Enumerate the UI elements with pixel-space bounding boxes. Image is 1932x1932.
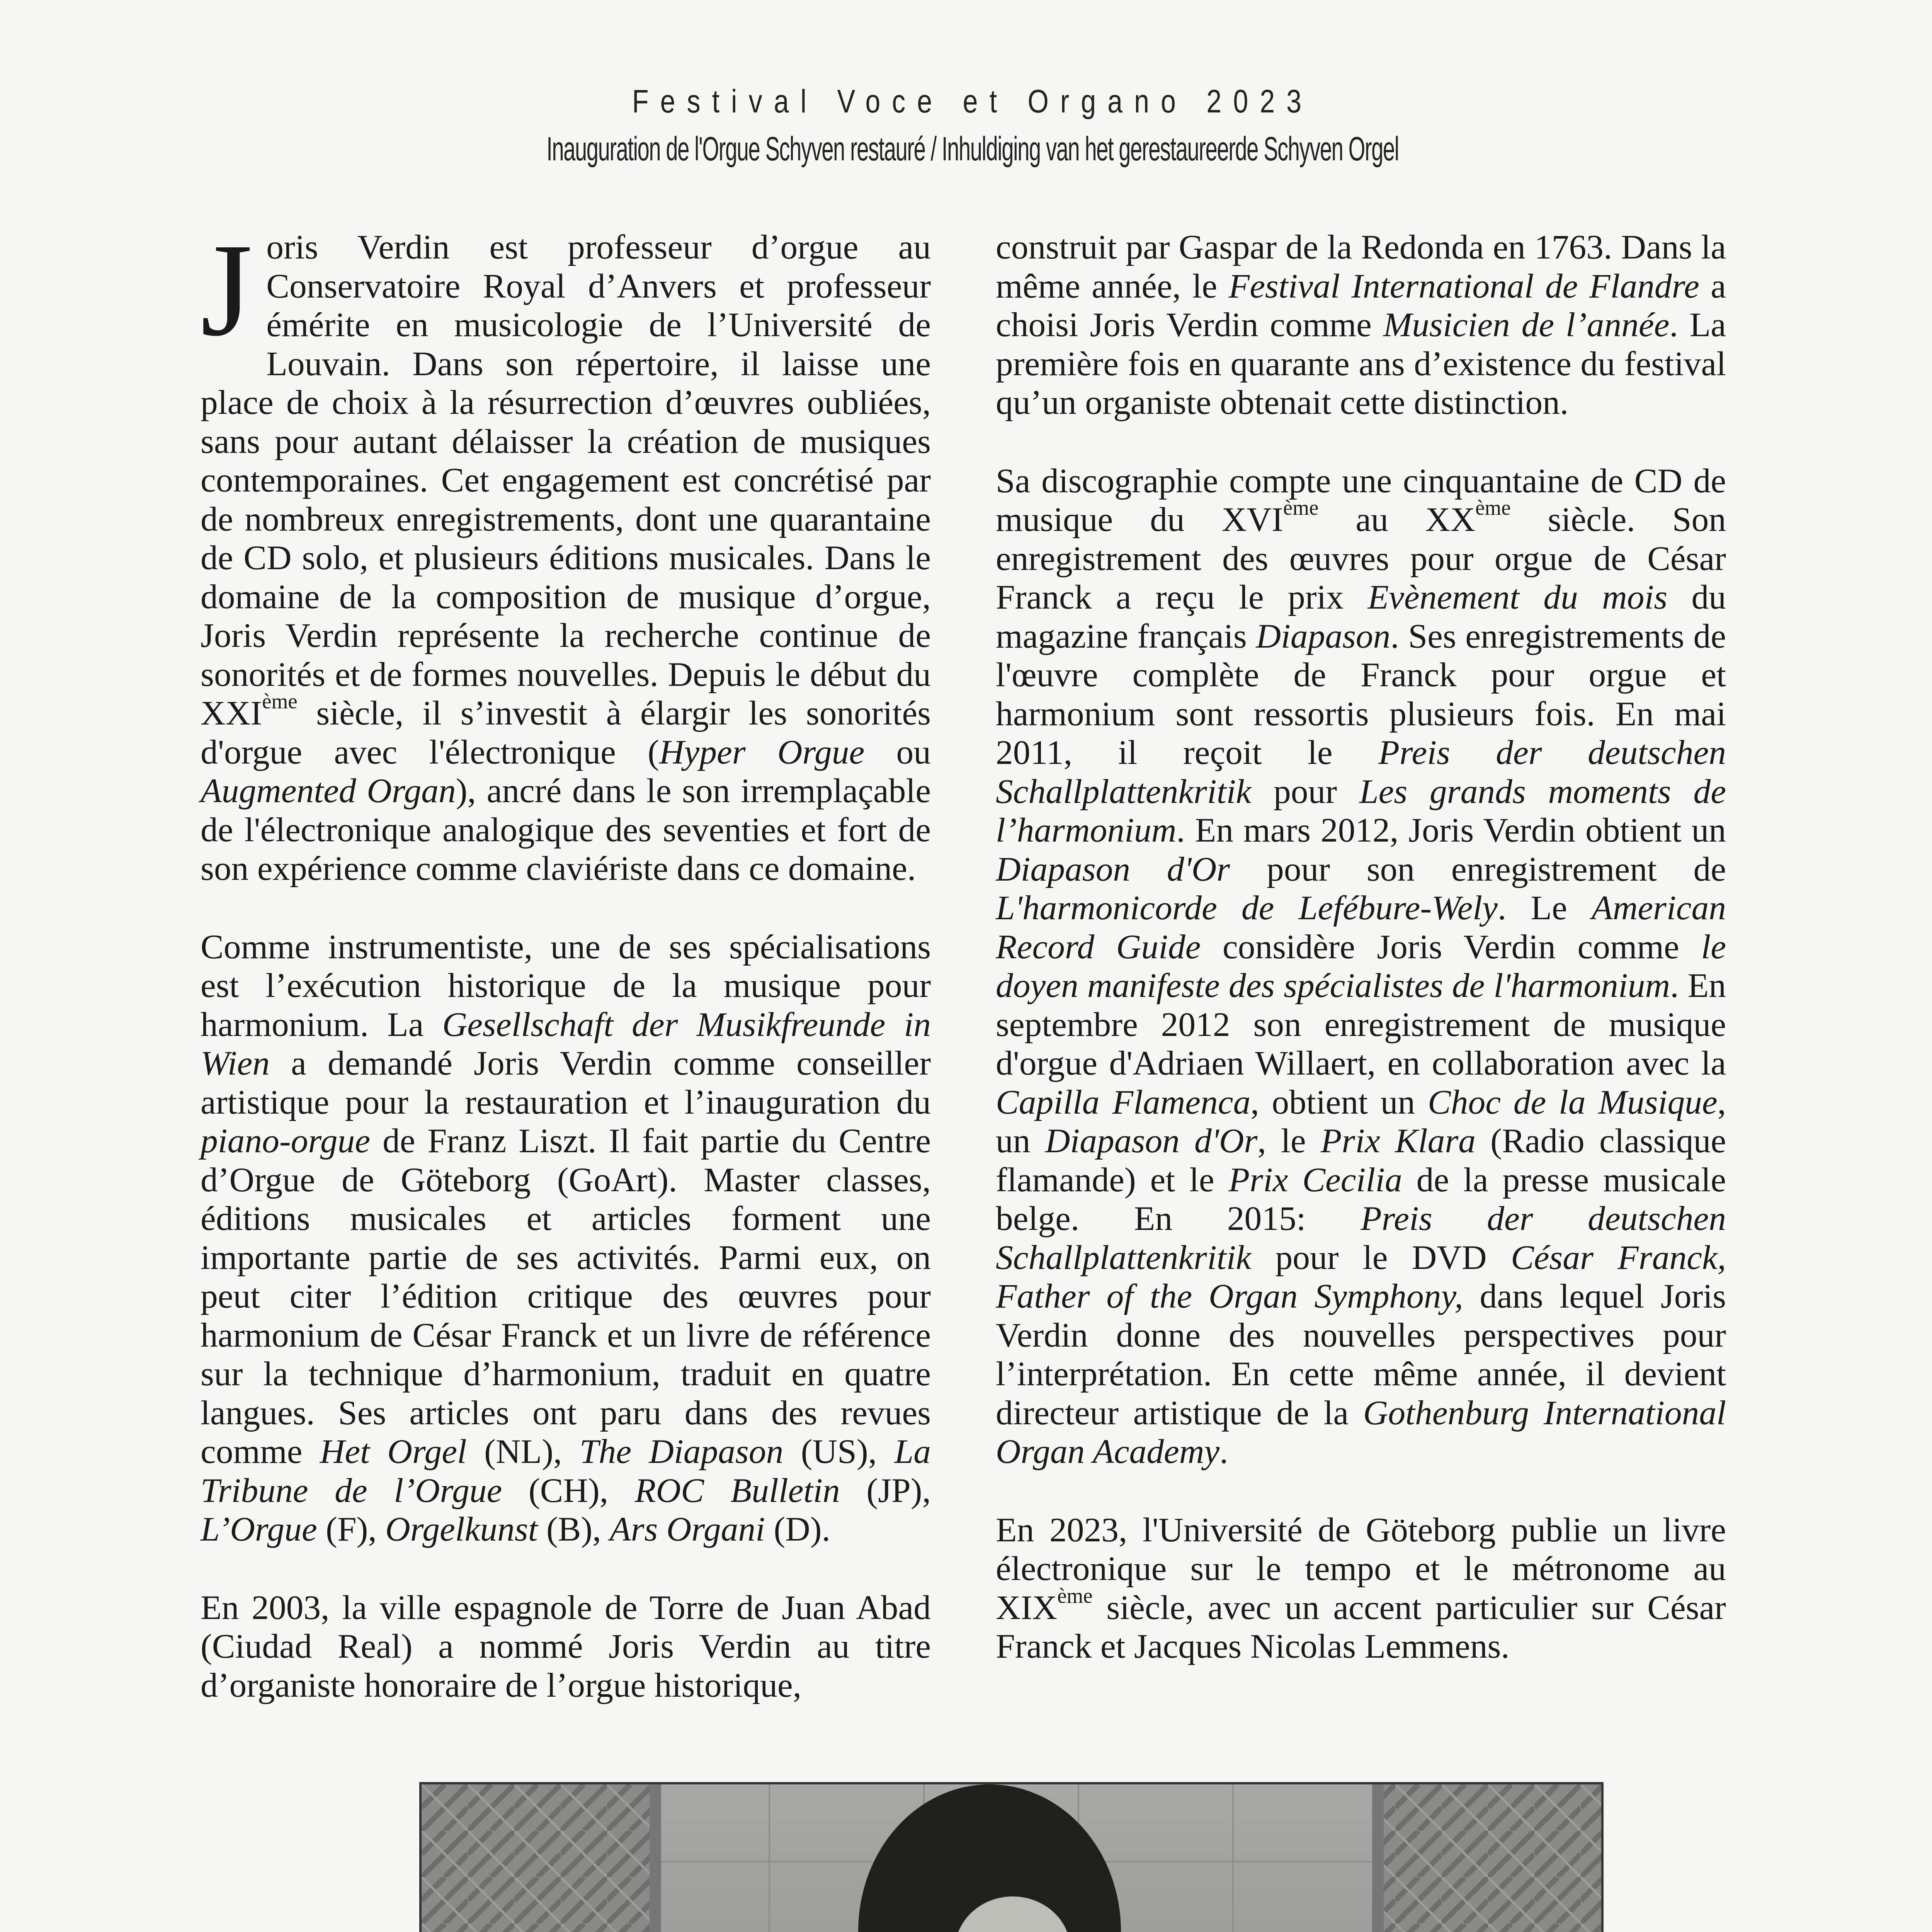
organist-at-console-photo-icon	[422, 1784, 1601, 1932]
left-column	[201, 216, 931, 1705]
drop-cap: J	[201, 216, 253, 364]
paragraph-discography: Sa discographie compte une cinquantaine de CD de musique du XVIème au XXème siècle. Son enregistrement des œuvres pour orgue de César Franck a reçu le prix Evènement du mois du magazine français Diapason. Ses enregistrements de l'œuvre complète de Franck pour orgue et harmonium sont ressortis plusieurs fois. En mai 2011, il reçoit le Preis der deutschen Schallplattenkritik pour Les grands moments de l’harmonium. En mars 2012, Joris Verdin obtient un Diapason d'Or pour son enregistrement de L'harmonicorde de Lefébure-Wely. Le American Record Guide considère Joris Verdin comme le doyen manifeste des spécialistes de l'harmonium. En septembre 2012 son enregistrement de musique d'orgue d'Adriaen Willaert, en collaboration avec la Capilla Flamenca, obtient un Choc de la Musique, un Diapason d'Or, le Prix Klara (Radio classique flamande) et le Prix Cecilia de la presse musicale belge. En 2015: Preis der deutschen Schallplattenkritik pour le DVD César Franck, Father of the Organ Symphony, dans lequel Joris Verdin donne des nouvelles perspectives pour l’interprétation. En cette même année, il devient directeur artistique de la Gothenburg International Organ Academy.	[996, 461, 1726, 1471]
festival-title: Festival Voce et Organo 2023	[632, 83, 1313, 119]
festival-subtitle: Inauguration de l'Orgue Schyven restauré / Inhuldiging van het gerestaureerde Schyven Orgel	[546, 129, 1399, 168]
paragraph-bio: Joris Verdin est professeur d’orgue au Conservatoire Royal d’Anvers et professeur émérite en musicologie de l’Université de Louvain. Dans son répertoire, il laisse une place de choix à la résurrection d’œuvres oubliées, sans pour autant délaisser la création de musiques contemporaines. Cet engagement est concrétisé par de nombreux enregistrements, dont une quarantaine de CD solo, et plusieurs éditions musicales. Dans le domaine de la composition de musique d’orgue, Joris Verdin représente la recherche continue de sonorités et de formes nouvelles. Depuis le début du XXIème siècle, il s’investit à élargir les sonorités d'orgue avec l'électronique (Hyper Orgue ou Augmented Organ), ancré dans le son irremplaçable de l'électronique analogique des seventies et fort de son expérience comme claviériste dans ce domaine.	[201, 216, 931, 888]
paragraph-torre-de-juan-abad: En 2003, la ville espagnole de Torre de Juan Abad (Ciudad Real) a nommé Joris Verdin au titre d’organiste honoraire de l’orgue historique,	[201, 1588, 931, 1704]
paragraph-gothenburg-book: En 2023, l'Université de Göteborg publie un livre électronique sur le tempo et le métronome au XIXème siècle, avec un accent particulier sur César Franck et Jacques Nicolas Lemmens.	[996, 1510, 1726, 1665]
paragraph-harmonium: Comme instrumentiste, une de ses spécialisations est l’exécution historique de la musique pour harmonium. La Gesellschaft der Musikfreunde in Wien a demandé Joris Verdin comme conseiller artistique pour la restauration et l’inauguration du piano-orgue de Franz Liszt. Il fait partie du Centre d’Orgue de Göteborg (GoArt). Master classes, éditions musicales et articles forment une importante partie de ses activités. Parmi eux, on peut citer l’édition critique des œuvres pour harmonium de César Franck et un livre de référence sur la technique d’harmonium, traduit en quatre langues. Ses articles ont paru dans des revues comme Het Orgel (NL), The Diapason (US), La Tribune de l’Orgue (CH), ROC Bulletin (JP), L’Orgue (F), Orgelkunst (B), Ars Organi (D).	[201, 927, 931, 1548]
organist-photo	[419, 1782, 1604, 1932]
right-column	[996, 228, 1726, 1666]
paragraph-flandre: construit par Gaspar de la Redonda en 1763. Dans la même année, le Festival International de Flandre a choisi Joris Verdin comme Musicien de l’année. La première fois en quarante ans d’existence du festival qu’un organiste obtenait cette distinction.	[996, 228, 1726, 422]
